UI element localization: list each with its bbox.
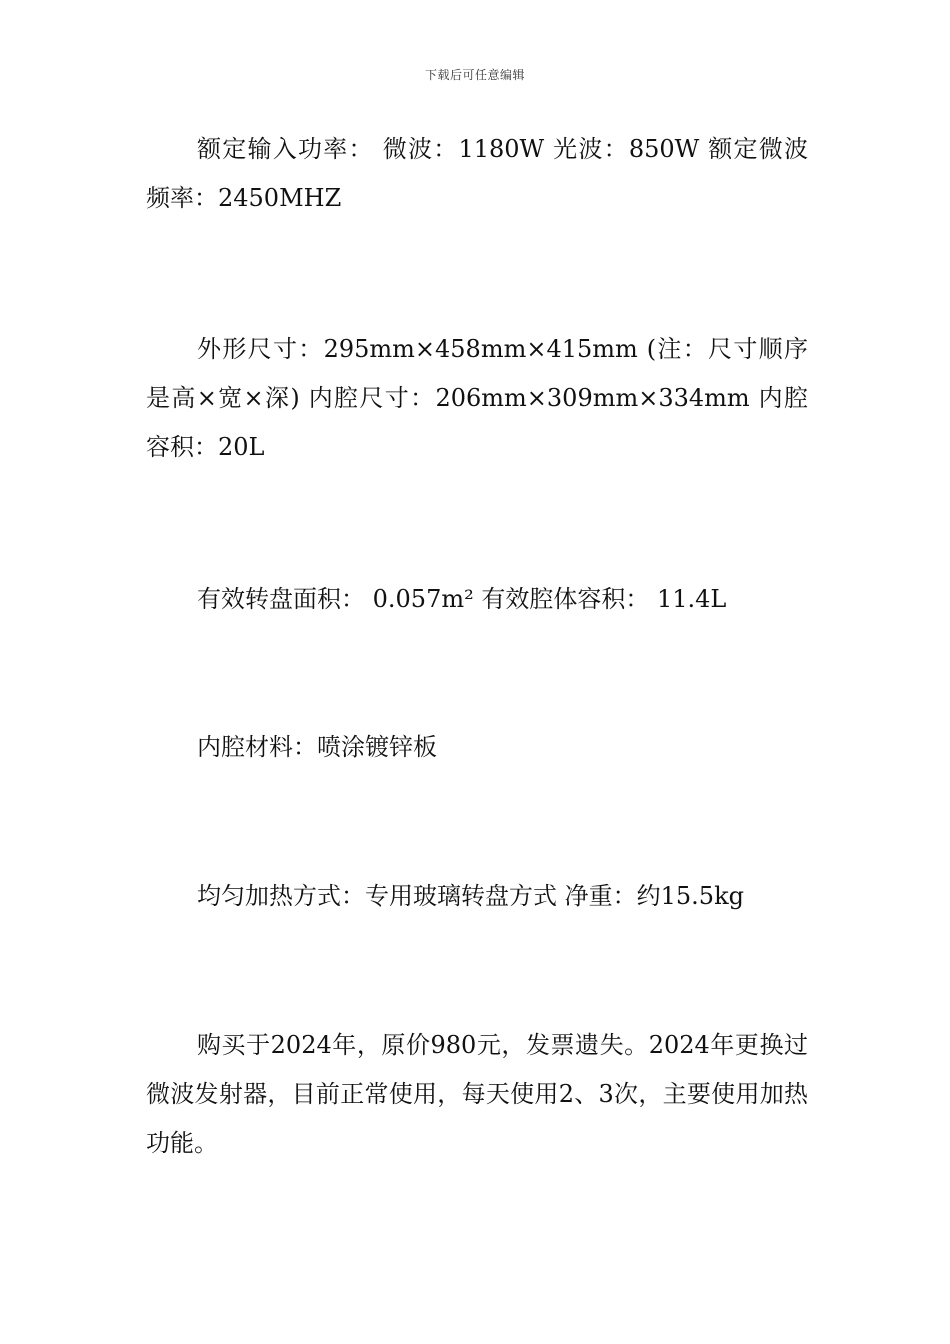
paragraph-purchase-info: 购买于2024年，原价980元，发票遗失。2024年更换过微波发射器，目前正常使用，每天使用2、3次，主要使用加热功能。 xyxy=(146,1031,808,1157)
paragraph-power-frequency: 额定输入功率： 微波：1180W 光波：850W 额定微波频率：2450MHZ xyxy=(146,135,808,212)
paragraph-cavity-material: 内腔材料：喷涂镀锌板 xyxy=(197,733,437,761)
paragraph-heating-weight: 均匀加热方式：专用玻璃转盘方式 净重：约15.5kg xyxy=(197,882,744,910)
paragraph-turntable-area: 有效转盘面积： 0.057m² 有效腔体容积： 11.4L xyxy=(197,585,727,613)
page-header: 下载后可任意编辑 xyxy=(424,68,525,82)
paragraph-dimensions: 外形尺寸：295mm×458mm×415mm (注：尺寸顺序是高×宽×深) 内腔尺寸：206mm×309mm×334mm 内腔容积：20L xyxy=(146,335,808,461)
